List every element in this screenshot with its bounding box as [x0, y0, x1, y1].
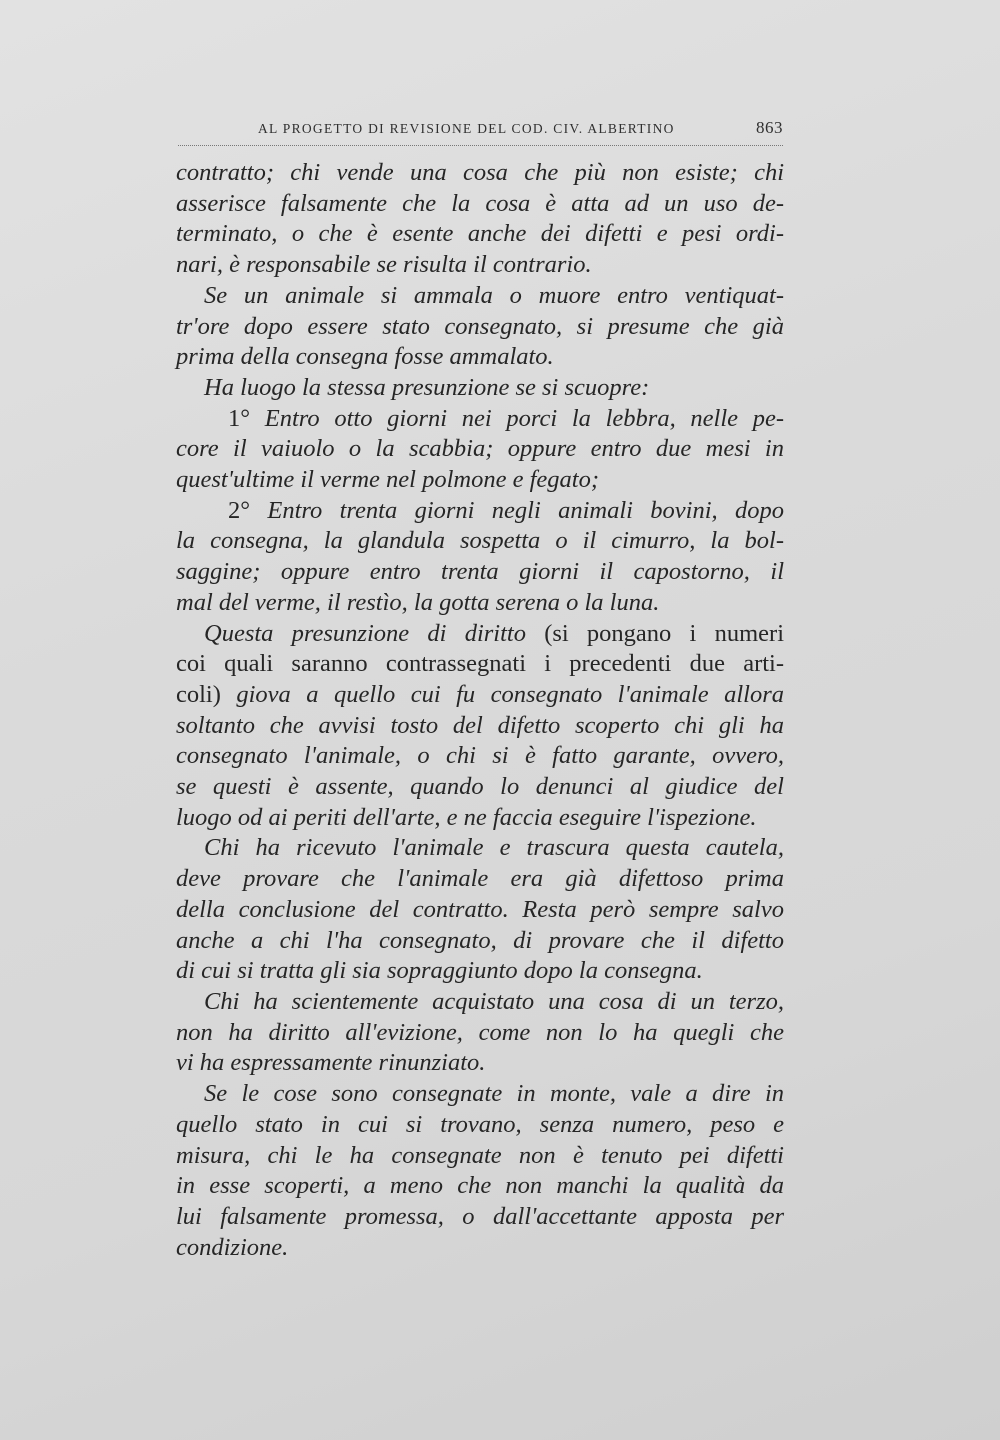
- text-line: [176, 312, 784, 343]
- text-line: [176, 1079, 784, 1110]
- text-segment: Chi ha ricevuto l'animale e trascura questa cautela,: [204, 834, 784, 862]
- text-segment: la consegna, la glandula sospetta o il cimurro, la bol-: [176, 527, 784, 555]
- text-segment: saggine; oppure entro trenta giorni il capostorno, il: [176, 558, 784, 586]
- text-segment: non ha diritto all'evizione, come non lo ha quegli che: [176, 1018, 784, 1046]
- text-segment: in esse scoperti, a meno che non manchi la qualità da: [176, 1172, 784, 1200]
- text-segment: coli): [176, 680, 237, 708]
- text-line: [176, 649, 784, 680]
- text-segment: giova a quello cui fu consegnato l'animale allora: [236, 680, 785, 708]
- text-segment: se questi è assente, quando lo denunci al giudice del: [176, 773, 784, 801]
- text-line: [176, 281, 784, 312]
- text-segment: nari, è responsabile se risulta il contrario.: [176, 251, 592, 279]
- text-segment: 1°: [228, 404, 251, 432]
- text-segment: Questa presunzione di diritto: [204, 619, 526, 647]
- running-head: [178, 118, 783, 138]
- text-line: [176, 1018, 784, 1049]
- text-segment: soltanto che avvisi tosto del difetto scoperto chi gli ha: [176, 711, 784, 739]
- text-line: [176, 803, 784, 834]
- text-segment: (si pongano i numeri: [525, 619, 784, 647]
- text-segment: anche a chi l'ha consegnato, di provare che il difetto: [176, 926, 784, 954]
- running-head-title: AL PROGETTO DI REVISIONE DEL COD. CIV. ALBERTINO: [258, 121, 675, 136]
- text-line: [176, 465, 784, 496]
- text-line: [176, 895, 784, 926]
- text-segment: della conclusione del contratto. Resta però sempre salvo: [176, 895, 784, 923]
- text-line: [176, 1171, 784, 1202]
- text-line: [176, 1048, 784, 1079]
- text-line: [176, 1233, 784, 1264]
- text-line: [176, 956, 784, 987]
- text-line: [176, 772, 784, 803]
- text-segment: condizione.: [176, 1233, 289, 1261]
- text-segment: prima della consegna fosse ammalato.: [176, 343, 554, 371]
- text-line: [176, 588, 784, 619]
- text-segment: core il vaiuolo o la scabbia; oppure entro due mesi in: [176, 435, 784, 463]
- page-number: 863: [756, 118, 783, 137]
- text-segment: deve provare che l'animale era già difettoso prima: [176, 865, 784, 893]
- text-line: [176, 1110, 784, 1141]
- text-segment: mal del verme, il restìo, la gotta serena o la luna.: [176, 588, 660, 616]
- body-text: [176, 158, 784, 1263]
- text-segment: terminato, o che è esente anche dei difetti e pesi ordi-: [176, 220, 784, 248]
- text-segment: Ha luogo la stessa presunzione se si scuopre:: [204, 373, 650, 401]
- text-line: [176, 250, 784, 281]
- text-line: [176, 987, 784, 1018]
- text-segment: di cui si tratta gli sia sopraggiunto dopo la consegna.: [176, 957, 703, 985]
- text-line: [176, 219, 784, 250]
- text-line: [176, 833, 784, 864]
- text-line: [176, 526, 784, 557]
- text-line: [176, 1202, 784, 1233]
- text-segment: Entro otto giorni nei porci la lebbra, nelle pe-: [250, 404, 784, 432]
- text-line: [176, 619, 784, 650]
- text-line: [176, 404, 784, 435]
- text-line: [176, 741, 784, 772]
- text-segment: 2°: [228, 496, 251, 524]
- text-line: [176, 557, 784, 588]
- text-line: [176, 680, 784, 711]
- text-segment: misura, chi le ha consegnate non è tenuto pei difetti: [176, 1141, 784, 1169]
- text-line: [176, 189, 784, 220]
- text-segment: tr'ore dopo essere stato consegnato, si presume che già: [176, 312, 784, 340]
- text-line: [176, 434, 784, 465]
- header-rule: [178, 145, 783, 146]
- text-segment: Entro trenta giorni negli animali bovini, dopo: [250, 496, 784, 524]
- text-segment: quest'ultime il verme nel polmone e fegato;: [176, 466, 599, 494]
- text-line: [176, 373, 784, 404]
- text-segment: luogo od ai periti dell'arte, e ne faccia eseguire l'ispezione.: [176, 803, 757, 831]
- text-line: [176, 496, 784, 527]
- text-line: [176, 926, 784, 957]
- text-segment: vi ha espressamente rinunziato.: [176, 1049, 486, 1077]
- text-line: [176, 342, 784, 373]
- text-segment: contratto; chi vende una cosa che più non esiste; chi: [176, 159, 784, 186]
- text-segment: quello stato in cui si trovano, senza numero, peso e: [176, 1110, 784, 1138]
- text-segment: coi quali saranno contrassegnati i precedenti due arti-: [176, 650, 784, 678]
- text-line: [176, 864, 784, 895]
- text-segment: asserisce falsamente che la cosa è atta ad un uso de-: [176, 189, 784, 217]
- text-segment: Chi ha scientemente acquistato una cosa di un terzo,: [204, 987, 784, 1015]
- text-line: [176, 711, 784, 742]
- text-segment: Se un animale si ammala o muore entro ventiquat-: [204, 281, 784, 309]
- text-line: [176, 1141, 784, 1172]
- text-segment: lui falsamente promessa, o dall'accettante apposta per: [176, 1202, 784, 1230]
- text-line: [176, 158, 784, 189]
- text-segment: Se le cose sono consegnate in monte, vale a dire in: [204, 1080, 784, 1108]
- text-segment: consegnato l'animale, o chi si è fatto garante, ovvero,: [176, 742, 784, 770]
